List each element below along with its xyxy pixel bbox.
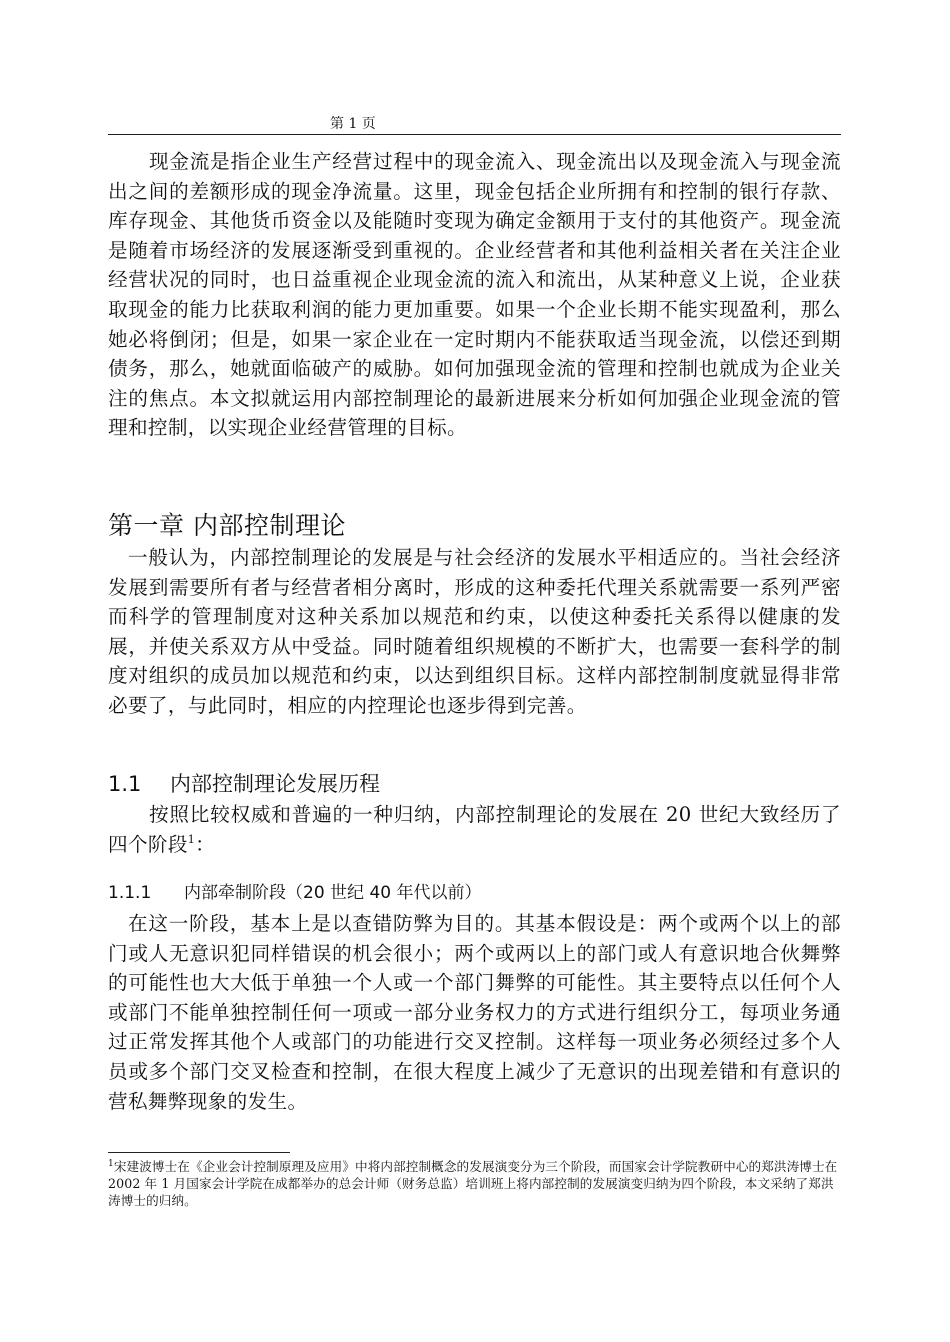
- subsection-number: 1.1.1: [108, 883, 152, 903]
- section-heading: [108, 769, 380, 799]
- chapter-title: 第一章 内部控制理论: [108, 511, 346, 540]
- page-number: 第 1 页: [330, 116, 376, 132]
- section-paragraph: [108, 800, 841, 859]
- footnote-divider: [108, 1152, 290, 1153]
- footnote: [108, 1158, 841, 1209]
- footnote-reference[interactable]: 1: [187, 832, 196, 846]
- subsection-paragraph: 在这一阶段，基本上是以查错防弊为目的。其基本假设是：两个或两个以上的部门或人无意识犯同样错误的机会很小；两个或两以上的部门或人有意识地合伙舞弊的可能性也大大低于单独一个人或一个部门舞弊的可能性。其主要特点以任何个人或部门不能单独控制任何一项或一部分业务权力的方式进行组织分工，每项业务通过正常发挥其他个人或部门的功能进行交叉控制。这样每一项业务必须经过多个人员或多个部门交叉检查和控制，在很大程度上减少了无意识的出现差错和有意识的营私舞弊现象的发生。: [108, 912, 841, 1113]
- footnote-text: 宋建波博士在《企业会计控制原理及应用》中将内部控制概念的发展演变分为三个阶段，而国家会计学院教研中心的郑洪涛博士在 2002 年 1 月国家会计学院在成都举办的总会计师（财务总监）培训班上将内部控制的发展演变归纳为四个阶段，本文采纳了郑洪涛博士的归纳。: [108, 1159, 838, 1208]
- section-title: 内部控制理论发展历程: [170, 772, 380, 796]
- section-number: 1.1: [108, 772, 142, 796]
- subsection-heading: [108, 880, 481, 906]
- subsection-title: 内部牵制阶段（20 世纪 40 年代以前）: [184, 883, 482, 903]
- intro-paragraph: 现金流是指企业生产经营过程中的现金流入、现金流出以及现金流入与现金流出之间的差额形成的现金净流量。这里，现金包括企业所拥有和控制的银行存款、库存现金、其他货币资金以及能随时变现为确定金额用于支付的其他资产。现金流是随着市场经济的发展逐渐受到重视的。企业经营者和其他利益相关者在关注企业经营状况的同时，也日益重视企业现金流的流入和流出，从某种意义上说，企业获取现金的能力比获取利润的能力更加重要。如果一个企业长期不能实现盈利，那么她必将倒闭；但是，如果一家企业在一定时期内不能获取适当现金流，以偿还到期债务，那么，她就面临破产的威胁。如何加强现金流的管理和控制也就成为企业关注的焦点。本文拟就运用内部控制理论的最新进展来分析如何加强企业现金流的管理和控制，以实现企业经营管理的目标。: [108, 150, 841, 440]
- chapter-paragraph: 一般认为，内部控制理论的发展是与社会经济的发展水平相适应的。当社会经济发展到需要所有者与经营者相分离时，形成的这种委托代理关系就需要一系列严密而科学的管理制度对这种关系加以规范和约束，以使这种委托关系得以健康的发展，并使关系双方从中受益。同时随着组织规模的不断扩大，也需要一套科学的制度对组织的成员加以规范和约束，以达到组织目标。这样内部控制制度就显得非常必要了，与此同时，相应的内控理论也逐步得到完善。: [108, 546, 841, 717]
- section-paragraph-end: ：: [195, 832, 216, 856]
- footnote-marker: 1: [108, 1159, 114, 1169]
- section-paragraph-text: 按照比较权威和普遍的一种归纳，内部控制理论的发展在 20 世纪大致经历了四个阶段: [108, 803, 841, 856]
- page-header: [108, 112, 841, 135]
